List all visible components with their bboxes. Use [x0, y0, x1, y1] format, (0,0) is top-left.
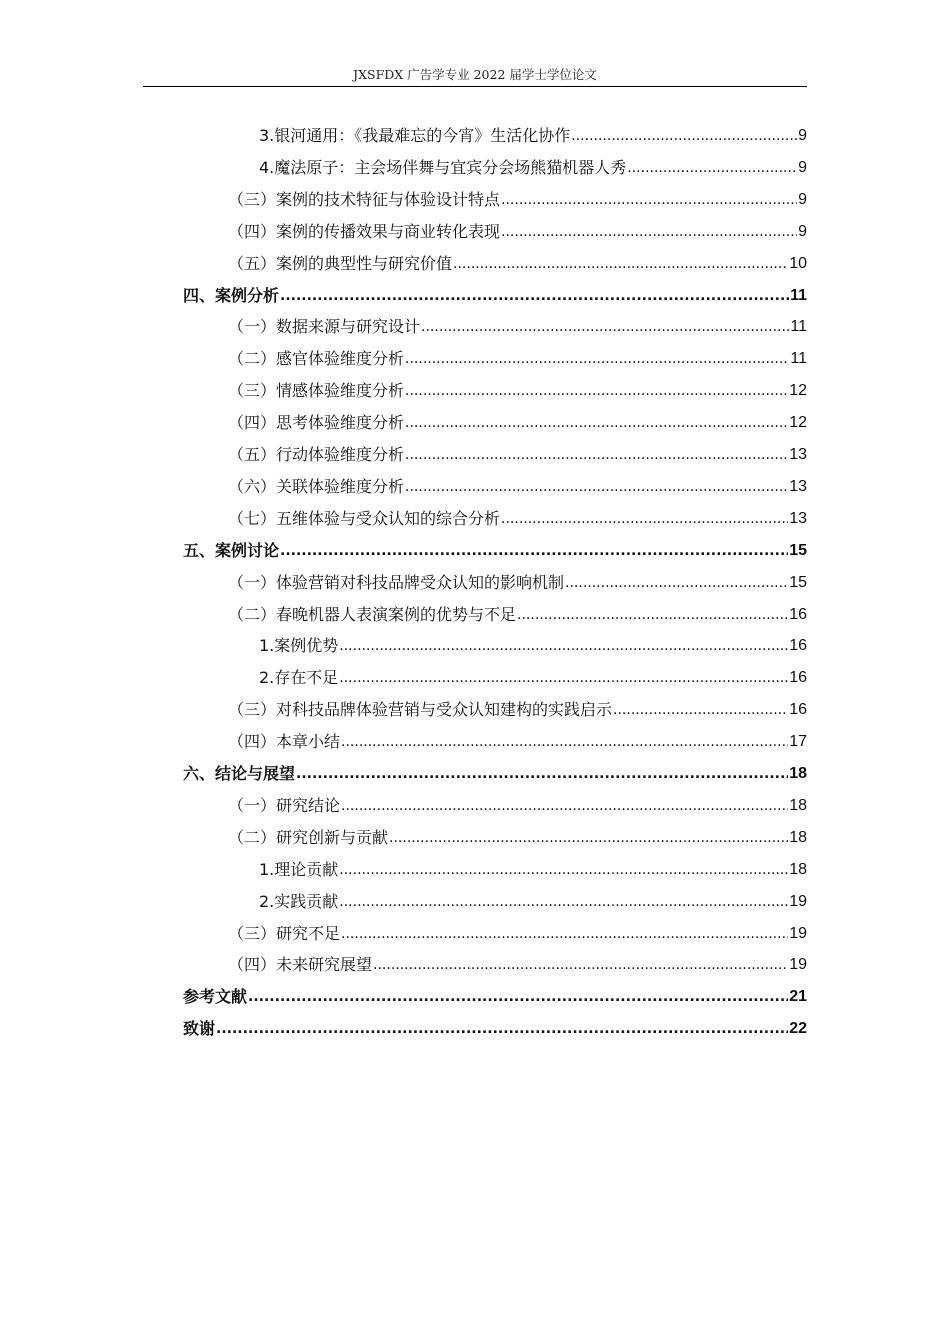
toc-entry[interactable] [228, 372, 807, 402]
toc-entry[interactable] [228, 308, 807, 338]
toc-dot-leader [565, 573, 788, 593]
toc-entry-page-number: 18 [789, 828, 807, 846]
toc-entry-title: （一）研究结论 [228, 795, 341, 815]
toc-entry-page-number: 19 [789, 892, 807, 910]
toc-entry[interactable] [259, 627, 807, 657]
toc-entry[interactable] [228, 436, 807, 466]
toc-dot-leader [339, 860, 788, 880]
toc-entry[interactable] [228, 340, 807, 370]
toc-entry-title: （三）研究不足 [228, 923, 341, 943]
toc-entry-title: 3.银河通用：《我最难忘的今宵》生活化协作 [259, 126, 571, 145]
toc-entry[interactable] [228, 245, 807, 275]
toc-dot-leader [405, 381, 788, 401]
toc-entry-page-number: 11 [790, 350, 807, 368]
toc-entry-page-number: 13 [789, 446, 807, 463]
toc-entry-page-number: 11 [790, 318, 807, 336]
toc-entry-title: （四）思考体验维度分析 [228, 413, 405, 433]
toc-entry-page-number: 22 [789, 1020, 807, 1038]
toc-entry-page-number: 19 [789, 924, 807, 942]
page-header: JXSFDX 广告学专业 2022 届学士学位论文 [353, 67, 597, 82]
toc-entry[interactable] [228, 691, 807, 721]
toc-entry-title: （五）行动体验维度分析 [228, 445, 405, 464]
toc-entry[interactable] [183, 277, 807, 307]
toc-entry-title: 六、结论与展望 [183, 764, 296, 783]
toc-dot-leader [517, 605, 788, 625]
toc-entry-title: 参考文献 [183, 987, 248, 1007]
toc-entry[interactable] [228, 819, 807, 849]
toc-entry-page-number: 15 [789, 541, 807, 559]
toc-entry-title: （四）本章小结 [228, 732, 341, 752]
toc-entry-title: （三）对科技品牌体验营销与受众认知建构的实践启示 [228, 700, 613, 720]
toc-entry-page-number: 9 [798, 158, 807, 176]
toc-entry[interactable] [228, 946, 807, 976]
toc-entry-title: （六）关联体验维度分析 [228, 476, 405, 496]
toc-dot-leader [421, 317, 789, 337]
toc-entry-title: （一）体验营销对科技品牌受众认知的影响机制 [228, 572, 565, 592]
toc-dot-leader [389, 828, 788, 848]
toc-entry-page-number: 16 [789, 605, 807, 623]
toc-entry-title: （二）感官体验维度分析 [228, 349, 405, 369]
toc-entry-title: 4.魔法原子：主会场伴舞与宜宾分会场熊猫机器人秀 [259, 157, 627, 177]
toc-entry[interactable] [228, 723, 807, 753]
toc-dot-leader [405, 477, 788, 497]
toc-entry-page-number: 11 [790, 286, 807, 304]
toc-entry-page-number: 18 [789, 796, 807, 814]
toc-entry[interactable] [228, 564, 807, 594]
header-rule [143, 86, 807, 87]
toc-entry-title: 致谢 [183, 1019, 216, 1039]
toc-entry-title: 2.存在不足 [259, 668, 339, 688]
toc-entry-page-number: 12 [789, 382, 807, 400]
toc-entry-title: 四、案例分析 [183, 285, 280, 305]
toc-entry[interactable] [183, 532, 807, 562]
toc-entry[interactable] [228, 213, 807, 243]
toc-entry[interactable] [183, 755, 807, 785]
toc-dot-leader [341, 924, 788, 944]
toc-entry[interactable] [228, 596, 807, 626]
toc-entry[interactable] [183, 978, 807, 1008]
toc-entry-page-number: 17 [789, 733, 807, 751]
toc-entry-title: （四）案例的传播效果与商业转化表现 [228, 221, 501, 241]
toc-entry[interactable] [228, 787, 807, 817]
toc-entry[interactable] [228, 500, 807, 530]
toc-entry[interactable] [259, 659, 807, 689]
toc-entry-page-number: 16 [789, 637, 807, 655]
toc-entry-page-number: 18 [789, 860, 807, 878]
toc-entry-title: （三）情感体验维度分析 [228, 381, 405, 401]
toc-dot-leader [339, 668, 788, 688]
toc-dot-leader [405, 445, 788, 465]
toc-dot-leader [501, 509, 788, 529]
toc-entry-title: 2.实践贡献 [259, 891, 339, 911]
toc-entry[interactable] [259, 883, 807, 913]
toc-dot-leader [296, 764, 788, 784]
toc-dot-leader [339, 636, 788, 656]
toc-entry-page-number: 18 [789, 765, 807, 782]
toc-entry-title: （二）春晚机器人表演案例的优势与不足 [228, 604, 517, 624]
toc-entry-title: 五、案例讨论 [183, 540, 280, 560]
toc-dot-leader [453, 254, 788, 274]
toc-entry[interactable] [259, 149, 807, 179]
toc-dot-leader [405, 413, 788, 433]
toc-entry[interactable] [228, 915, 807, 945]
toc-entry-page-number: 9 [798, 190, 807, 208]
toc-entry-title: （三）案例的技术特征与体验设计特点 [228, 189, 501, 209]
toc-entry-title: （二）研究创新与贡献 [228, 827, 389, 847]
toc-entry-page-number: 15 [789, 573, 807, 591]
toc-entry-page-number: 12 [789, 414, 807, 432]
toc-entry-title: 1.理论贡献 [259, 859, 339, 879]
toc-entry-title: （四）未来研究展望 [228, 955, 373, 975]
toc-entry-page-number: 9 [798, 222, 807, 240]
toc-dot-leader [613, 700, 788, 720]
toc-entry[interactable] [259, 117, 807, 147]
toc-entry-page-number: 16 [789, 669, 807, 687]
toc-dot-leader [339, 892, 788, 912]
toc-dot-leader [216, 1019, 788, 1039]
toc-entry-page-number: 9 [798, 127, 807, 144]
toc-entry-title: （一）数据来源与研究设计 [228, 317, 421, 337]
toc-entry-title: 1.案例优势 [259, 636, 339, 656]
toc-entry-page-number: 16 [789, 701, 807, 719]
toc-dot-leader [248, 987, 788, 1007]
toc-dot-leader [405, 349, 789, 369]
toc-dot-leader [627, 158, 797, 178]
toc-dot-leader [501, 190, 797, 210]
toc-entry[interactable] [259, 851, 807, 881]
toc-entry-page-number: 10 [789, 254, 807, 272]
toc-dot-leader [341, 732, 788, 752]
toc-dot-leader [341, 796, 788, 816]
toc-dot-leader [280, 541, 788, 561]
toc-dot-leader [373, 955, 788, 975]
toc-entry[interactable] [228, 404, 807, 434]
toc-entry-page-number: 13 [789, 477, 807, 495]
toc-entry[interactable] [228, 468, 807, 498]
toc-dot-leader [501, 222, 797, 242]
toc-dot-leader [571, 126, 797, 146]
toc-dot-leader [280, 286, 789, 306]
toc-entry[interactable] [183, 1010, 807, 1040]
toc-entry-title: （五）案例的典型性与研究价值 [228, 253, 453, 273]
toc-entry[interactable] [228, 181, 807, 211]
toc-entry-page-number: 21 [789, 988, 807, 1006]
toc-entry-title: （七）五维体验与受众认知的综合分析 [228, 508, 501, 528]
toc-entry-page-number: 13 [789, 509, 807, 527]
toc-entry-page-number: 19 [789, 956, 807, 974]
